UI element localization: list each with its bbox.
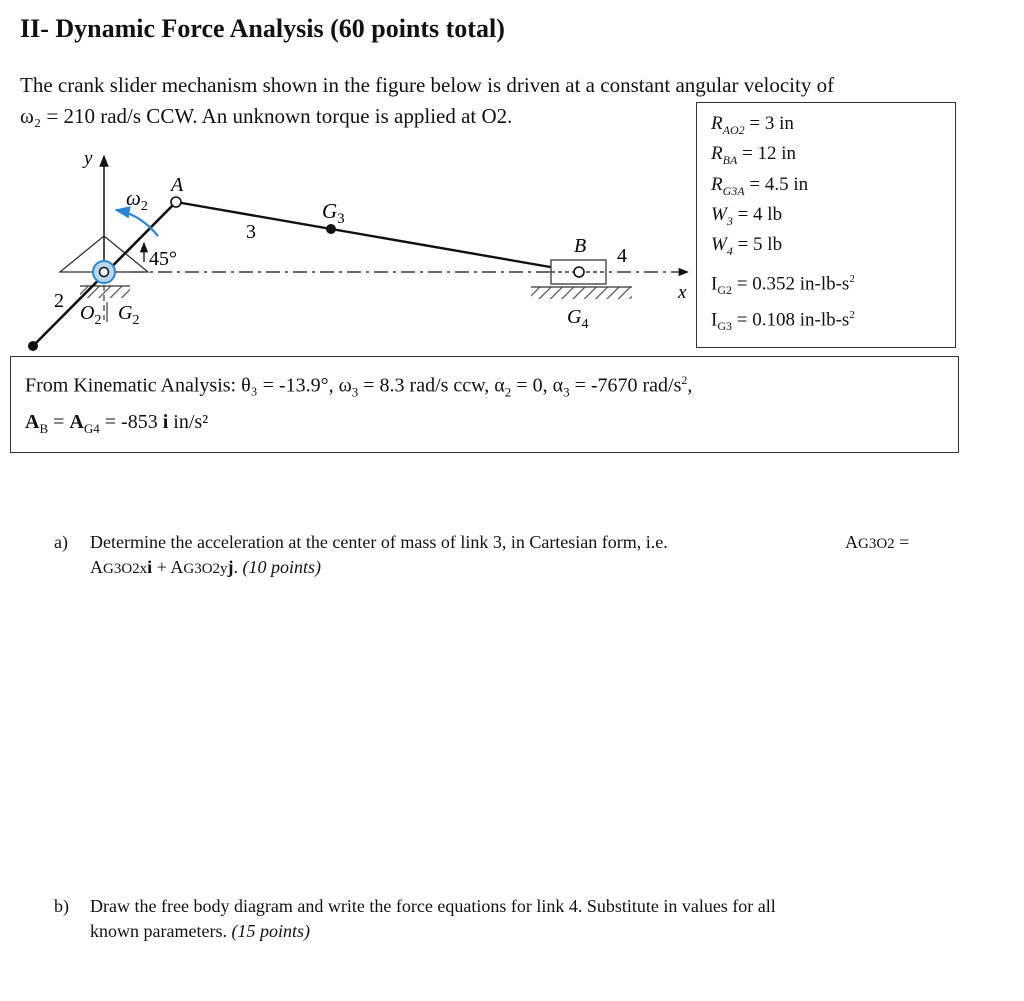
g3-label: $G_3$ [322,199,345,227]
question-b-label: b) [54,896,69,916]
g4-label: $G_4$ [567,306,589,332]
given-w3: $W_3 = 4$ lb [711,204,783,228]
y-axis-label: y [84,148,93,169]
omega-arrow [116,210,158,236]
angle-label: 45° [149,248,177,270]
question-a-label: a) [54,532,68,552]
mechanism-figure [0,140,700,356]
intro-line-2: ω₂ = 210 rad/s CCW. An unknown torque is applied at O2. [20,104,513,128]
o2-label: $O_2$ [80,302,102,328]
question-b [54,894,954,946]
ground-hatch-right [531,287,632,299]
question-b-text-1: Draw the free body diagram and write the force equations for link 4. Substitute in values for all [90,896,776,916]
given-r-ao2: $R_{AO2} = 3$ in [711,113,794,137]
kinematics-box [10,356,959,453]
question-a-text: Determine the acceleration at the center of mass of link 3, in Cartesian form, i.e. [90,532,668,552]
intro-line-1: The crank slider mechanism shown in the figure below is driven at a constant angular velocity of [20,73,835,97]
g3-point [326,224,336,234]
g2-label: $G_2$ [118,302,140,328]
pin-b [574,267,584,277]
link-3-coupler [176,202,579,272]
kinematics-line-2: $A_B = A_{G4} = -853$ i in/s² [25,411,209,436]
given-ig3: $I_{G3} = 0.108$ $in-lb-s^2$ [711,309,855,334]
omega-label: $\omega_2$ [126,186,148,214]
pin-a [171,197,181,207]
given-ig2: $I_{G2} = 0.352$ $in-lb-s^2$ [711,273,855,298]
link-2-label: 2 [54,290,64,312]
point-a-label: A [171,174,184,196]
question-b-text-2: known parameters. (15 points) [90,921,310,941]
givens-box [696,102,956,348]
question-a-formula: AG3O2xi + AG3O2yj. (10 points) [90,557,322,577]
answer-a-field[interactable]: AG3O2 = [845,532,910,552]
link-4-label: 4 [617,245,627,267]
given-r-g3a: $R_{G3A} = 4.5$ in [711,174,809,198]
link-3-label: 3 [246,221,256,243]
given-r-ba: $R_{BA} = 12$ in [711,143,797,167]
question-a [54,530,834,582]
given-w4: $W_4 = 5$ lb [711,234,783,258]
kinematics-line-1: From Kinematic Analysis: θ₃ = -13.9°, $\omega_3 = 8.3$ rad/s ccw, $\alpha_2 = 0$, $\alpha_3 = -7670$ rad/$s^2$, [25,373,693,400]
link-2-end [28,341,38,351]
page-title: II- Dynamic Force Analysis (60 points total) [20,14,505,43]
x-axis-label: x [678,282,687,303]
o2-pin-inner [100,268,109,277]
point-b-label: B [574,235,587,257]
